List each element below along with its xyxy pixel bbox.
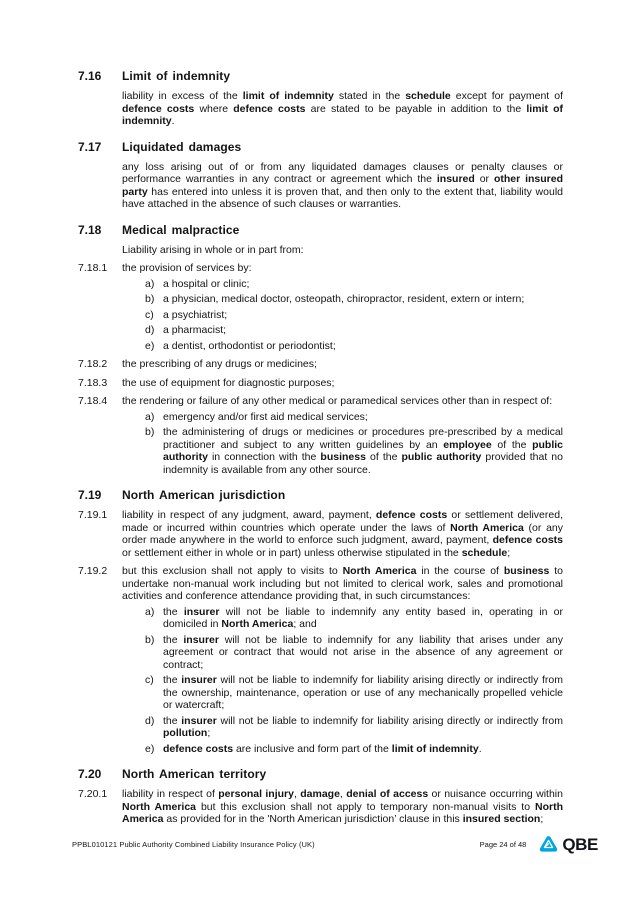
section-heading <box>78 69 563 84</box>
clause <box>78 90 563 128</box>
list-item-text: a pharmacist; <box>163 324 227 336</box>
clause-body <box>122 161 563 211</box>
list-item-letter: b) <box>145 293 155 305</box>
section-title: North American territory <box>122 767 267 781</box>
clause-text: the prescribing of any drugs or medicines; <box>122 358 317 370</box>
list-item-letter: c) <box>145 674 154 686</box>
list-item <box>145 278 563 291</box>
clause <box>78 377 563 390</box>
clause <box>78 358 563 371</box>
clause-text: but this exclusion shall not apply to visits to North America in the course of business to undertake non-manual work including but not limited to clerical work, sales and promotional activities and conference attendance providing that, in such circumstances: <box>122 565 563 602</box>
clause-number: 7.18.1 <box>78 262 108 274</box>
clause-body <box>122 788 563 826</box>
list-item-text: the insurer will not be liable to indemnify for liability arising directly or indirectly from the ownership, maintenance, operation or use of any mechanically propelled vehicle or watercraft; <box>163 674 564 711</box>
list-item-letter: e) <box>145 339 155 352</box>
clause-text: liability in respect of personal injury, damage, denial of access or nuisance occurring within North America but this exclusion shall not apply to temporary non-manual visits to North America as provided for in the 'North American jurisdiction’ clause in this insured section; <box>122 788 563 825</box>
section-heading <box>78 767 563 782</box>
section-number: 7.19 <box>78 488 102 502</box>
section-heading <box>78 223 563 238</box>
list-item-text: emergency and/or first aid medical services; <box>163 410 368 423</box>
list-item-letter: e) <box>145 742 155 755</box>
clause <box>78 395 563 476</box>
clause-text: Liability arising in whole or in part from: <box>122 243 304 256</box>
clause <box>78 161 563 211</box>
section-title: Limit of indemnity <box>122 69 231 83</box>
list-item-text: the administering of drugs or medicines or procedures pre-prescribed by a medical practitioner and subject to any written guidelines by an employee of the public authority in connection with the business of the public authority provided that no indemnity is available from any other source. <box>163 426 563 476</box>
section-number: 7.17 <box>78 139 102 154</box>
list-item-letter: d) <box>145 324 155 336</box>
list-item-text: the insurer will not be liable to indemnify for liability arising directly or indirectly from pollution; <box>163 714 564 739</box>
list-item-text: the insurer will not be liable to indemnify for any liability that arises under any agreement or contract that would not arise in the absence of any agreement or contract; <box>163 633 564 671</box>
clause-body <box>122 90 563 128</box>
section-number: 7.20 <box>78 767 102 781</box>
list-item-letter: c) <box>145 308 154 321</box>
clause <box>78 565 563 755</box>
clause-number: 7.20.1 <box>78 788 108 800</box>
list-item <box>145 309 563 322</box>
list-item <box>145 634 563 672</box>
list-item <box>145 324 563 337</box>
clause <box>78 788 563 826</box>
list-item-text: a dentist, orthodontist or periodontist; <box>163 339 336 352</box>
clause-number: 7.19.2 <box>78 565 108 577</box>
list-item-letter: a) <box>145 277 155 290</box>
clause-text: any loss arising out of or from any liquidated damages clauses or penalty clauses or performance warranties in any contract or agreement which the insured or other insured party has entered into unless it is proven that, and then only to the extent that, liability would have attached in the absence of such clauses or warranties. <box>122 160 564 210</box>
list-item-text: defence costs are inclusive and form part of the limit of indemnity. <box>163 742 482 755</box>
clause-text: liability in respect of any judgment, award, payment, defence costs or settlement delivered, made or incurred within countries which operate under the laws of North America (or any order made anywhere in the world to enforce such judgment, award, payment, defence costs or settlement either in whole or in part) unless otherwise stipulated in the schedule; <box>122 509 563 559</box>
list-item-text: a physician, medical doctor, osteopath, chiropractor, resident, extern or intern; <box>163 293 525 305</box>
clause <box>78 262 563 352</box>
list-item-letter: a) <box>145 605 155 618</box>
section-title: Medical malpractice <box>122 222 240 237</box>
clause-text: the use of equipment for diagnostic purposes; <box>122 376 335 389</box>
clause-number: 7.18.2 <box>78 358 108 370</box>
section-title: Liquidated damages <box>122 139 242 154</box>
list-item <box>145 340 563 353</box>
list-item <box>145 674 563 712</box>
page-footer <box>72 834 598 855</box>
document-body <box>78 69 563 826</box>
qbe-logo <box>538 834 598 855</box>
clause-body <box>122 395 563 476</box>
clause-body <box>122 358 563 371</box>
list-item-text: a hospital or clinic; <box>163 277 250 290</box>
clause-number: 7.19.1 <box>78 509 108 521</box>
list-item-letter: b) <box>145 426 155 438</box>
list-item-letter: a) <box>145 410 155 423</box>
clause-body <box>122 377 563 390</box>
clause-number: 7.18.3 <box>78 376 108 389</box>
list-item <box>145 411 563 424</box>
clause-body <box>122 262 563 352</box>
section-heading <box>78 488 563 503</box>
list-item-letter: d) <box>145 714 155 727</box>
list-item <box>145 606 563 631</box>
clause-text: liability in excess of the limit of indemnity stated in the schedule except for payment of defence costs where defence costs are stated to be payable in addition to the limit of indemnity. <box>122 90 564 127</box>
qbe-triangle-emblem-icon <box>538 834 559 855</box>
clause <box>78 509 563 559</box>
clause-text: the rendering or failure of any other medical or paramedical services other than in respect of: <box>122 395 553 407</box>
clause-body <box>122 565 563 755</box>
clause-body <box>122 509 563 559</box>
section-title: North American jurisdiction <box>122 488 286 502</box>
qbe-logo-text: QBE <box>562 835 598 854</box>
list-item <box>145 743 563 756</box>
list-item-text: the insurer will not be liable to indemnify any entity based in, operating in or domiciled in North America; and <box>163 605 564 630</box>
footer-policy-reference: PPBL010121 Public Authority Combined Liability Insurance Policy (UK) <box>72 840 315 849</box>
section-number: 7.16 <box>78 69 102 83</box>
section-heading <box>78 140 563 155</box>
list-item-text: a psychiatrist; <box>163 308 228 321</box>
clause <box>78 244 563 257</box>
section-number: 7.18 <box>78 222 102 237</box>
footer-page-number: Page 24 of 48 <box>479 840 527 849</box>
clause-text: the provision of services by: <box>122 262 252 274</box>
list-item-letter: b) <box>145 633 155 646</box>
clause-body <box>122 244 563 257</box>
list-item <box>145 426 563 476</box>
clause-number: 7.18.4 <box>78 395 108 407</box>
list-item <box>145 293 563 306</box>
list-item <box>145 715 563 740</box>
